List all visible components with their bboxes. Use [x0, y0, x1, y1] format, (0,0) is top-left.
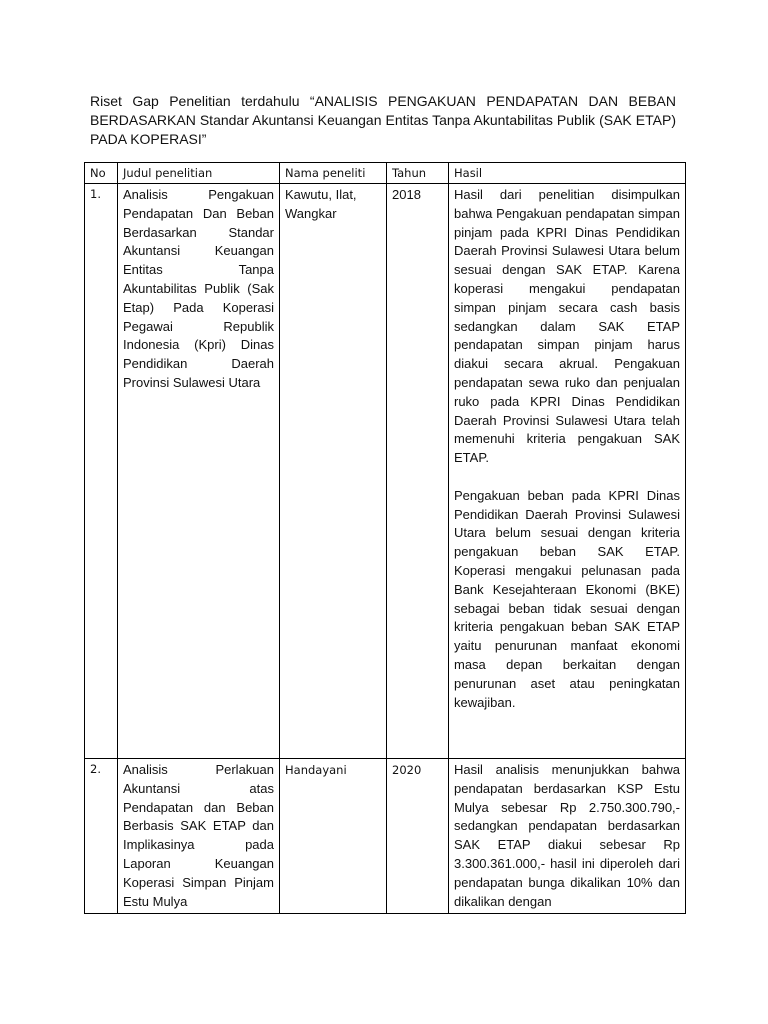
header-no: No	[85, 163, 118, 184]
table-row	[85, 759, 686, 914]
research-year: 2020	[387, 759, 449, 914]
research-title: Analisis Pengakuan Pendapatan Dan Beban Berdasarkan Standar Akuntansi Keuangan Entitas Tanpa Akuntabilitas Publik (Sak Etap) Pada Koperasi Pegawai Republik Indonesia (Kpri) Dinas Pendidikan Daerah Provinsi Sulawesi Utara	[118, 184, 280, 759]
result-paragraph: Hasil dari penelitian disimpulkan bahwa Pengakuan pendapatan simpan pinjam pada KPRI Dinas Pendidikan Daerah Provinsi Sulawesi Utara belum sesuai dengan SAK ETAP. Karena koperasi mengakui pendapatan simpan pinjam secara cash basis sedangkan dalam SAK ETAP pendapatan simpan pinjam harus diakui secara akrual. Pengakuan pendapatan sewa ruko dan penjualan ruko pada KPRI Dinas Pendidikan Daerah Provinsi Sulawesi Utara telah memenuhi kriteria pengakuan SAK ETAP.	[454, 187, 680, 466]
research-title: Analisis Perlakuan Akuntansi atas Pendapatan dan Beban Berbasis SAK ETAP dan Implikasinya pada Laporan Keuangan Koperasi Simpan Pinjam Estu Mulya	[118, 759, 280, 914]
header-result: Hasil	[449, 163, 686, 184]
result-paragraph: Pengakuan beban pada KPRI Dinas Pendidikan Daerah Provinsi Sulawesi Utara belum sesuai dengan kriteria pengakuan beban SAK ETAP. Koperasi mengakui pelunasan pada Bank Kesejahteraan Ekonomi (BKE) sebagai beban tidak sesuai dengan kriteria pengakuan beban SAK ETAP yaitu penurunan manfaat ekonomi masa depan berkaitan dengan penurunan aset atau peningkatan kewajiban.	[454, 487, 680, 710]
researcher-names: Handayani	[280, 759, 387, 914]
table-header-row	[85, 163, 686, 184]
researcher-names: Kawutu, Ilat, Wangkar	[280, 184, 387, 759]
document-heading: Riset Gap Penelitian terdahulu “ANALISIS PENGAKUAN PENDAPATAN DAN BEBAN BERDASARKAN Standar Akuntansi Keuangan Entitas Tanpa Akuntabilitas Publik (SAK ETAP) PADA KOPERASI”	[90, 93, 676, 147]
research-result	[449, 184, 686, 759]
research-gap-table	[84, 162, 686, 914]
table-row	[85, 184, 686, 759]
row-number: 1.	[85, 184, 118, 759]
header-researcher: Nama peneliti	[280, 163, 387, 184]
research-year: 2018	[387, 184, 449, 759]
header-title: Judul penelitian	[118, 163, 280, 184]
header-year: Tahun	[387, 163, 449, 184]
row-number: 2.	[85, 759, 118, 914]
result-paragraph: Hasil analisis menunjukkan bahwa pendapatan berdasarkan KSP Estu Mulya sebesar Rp 2.750.300.790,- sedangkan pendapatan berdasarkan SAK ETAP diakui sebesar Rp 3.300.361.000,- hasil ini diperoleh dari pendapatan bunga dikalikan 10% dan dikalikan dengan	[454, 762, 680, 909]
research-result	[449, 759, 686, 914]
